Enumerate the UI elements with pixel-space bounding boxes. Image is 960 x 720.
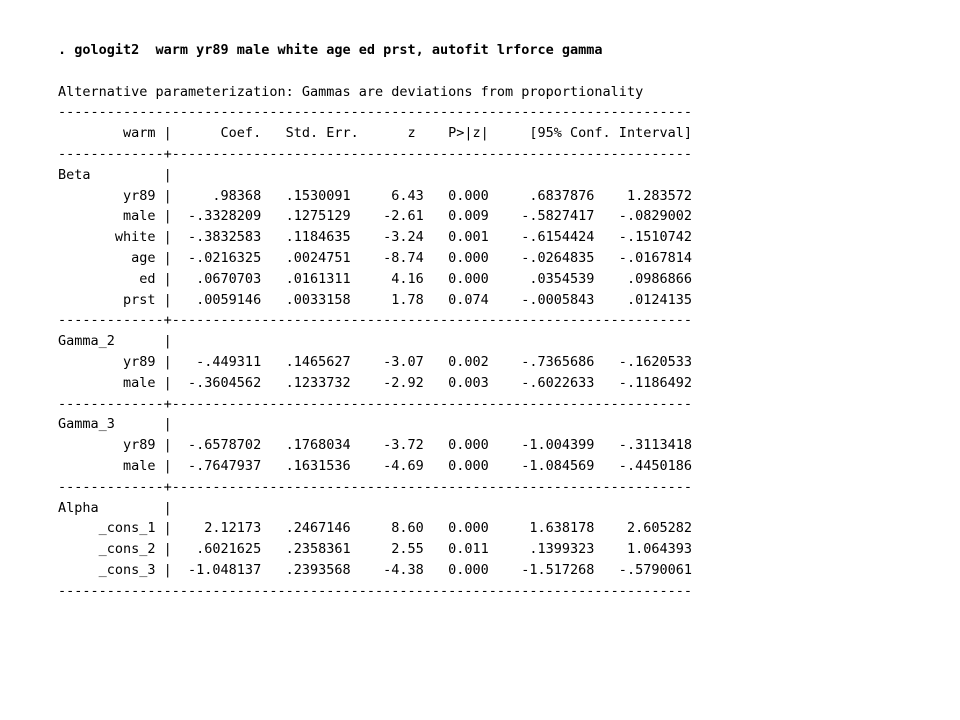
table-row: white | -.3832583 .1184635 -3.24 0.001 -.6154424 -.1510742 bbox=[58, 229, 692, 246]
table-row: _cons_3 | -1.048137 .2393568 -4.38 0.000 -1.517268 -.5790061 bbox=[58, 561, 692, 578]
blank-line bbox=[58, 61, 692, 82]
table-row: _cons_1 | 2.12173 .2467146 8.60 0.000 1.638178 2.605282 bbox=[58, 520, 692, 537]
command-line: . gologit2 warm yr89 male white age ed prst, autofit lrforce gamma bbox=[58, 42, 603, 58]
table-row: male | -.3604562 .1233732 -2.92 0.003 -.6022633 -.1186492 bbox=[58, 374, 692, 391]
table-row: yr89 | -.449311 .1465627 -3.07 0.002 -.7365686 -.1620533 bbox=[58, 353, 692, 370]
table-row: yr89 | .98368 .1530091 6.43 0.000 .6837876 1.283572 bbox=[58, 187, 692, 204]
table-row: ed | .0670703 .0161311 4.16 0.000 .0354539 .0986866 bbox=[58, 270, 692, 287]
section-separator: -------------+---------------------------------------------------------------- bbox=[58, 478, 692, 495]
section-label-beta: Beta | bbox=[58, 166, 172, 183]
header-separator: -------------+---------------------------------------------------------------- bbox=[58, 145, 692, 162]
table-row: prst | .0059146 .0033158 1.78 0.074 -.0005843 .0124135 bbox=[58, 291, 692, 308]
top-rule: ------------------------------------------------------------------------------ bbox=[58, 104, 692, 121]
section-separator: -------------+---------------------------------------------------------------- bbox=[58, 312, 692, 329]
stata-results-output bbox=[58, 40, 692, 602]
section-label-gamma-2: Gamma_2 | bbox=[58, 333, 172, 350]
bottom-rule: ------------------------------------------------------------------------------ bbox=[58, 582, 692, 599]
table-header: warm | Coef. Std. Err. z P>|z| [95% Conf. Interval] bbox=[58, 125, 692, 142]
section-label-gamma-3: Gamma_3 | bbox=[58, 416, 172, 433]
table-row: male | -.3328209 .1275129 -2.61 0.009 -.5827417 -.0829002 bbox=[58, 208, 692, 225]
section-separator: -------------+---------------------------------------------------------------- bbox=[58, 395, 692, 412]
table-row: male | -.7647937 .1631536 -4.69 0.000 -1.084569 -.4450186 bbox=[58, 457, 692, 474]
parameterization-note: Alternative parameterization: Gammas are deviations from proportionality bbox=[58, 83, 644, 100]
table-row: _cons_2 | .6021625 .2358361 2.55 0.011 .1399323 1.064393 bbox=[58, 541, 692, 558]
table-row: age | -.0216325 .0024751 -8.74 0.000 -.0264835 -.0167814 bbox=[58, 249, 692, 266]
table-row: yr89 | -.6578702 .1768034 -3.72 0.000 -1.004399 -.3113418 bbox=[58, 437, 692, 454]
section-label-alpha: Alpha | bbox=[58, 499, 172, 516]
